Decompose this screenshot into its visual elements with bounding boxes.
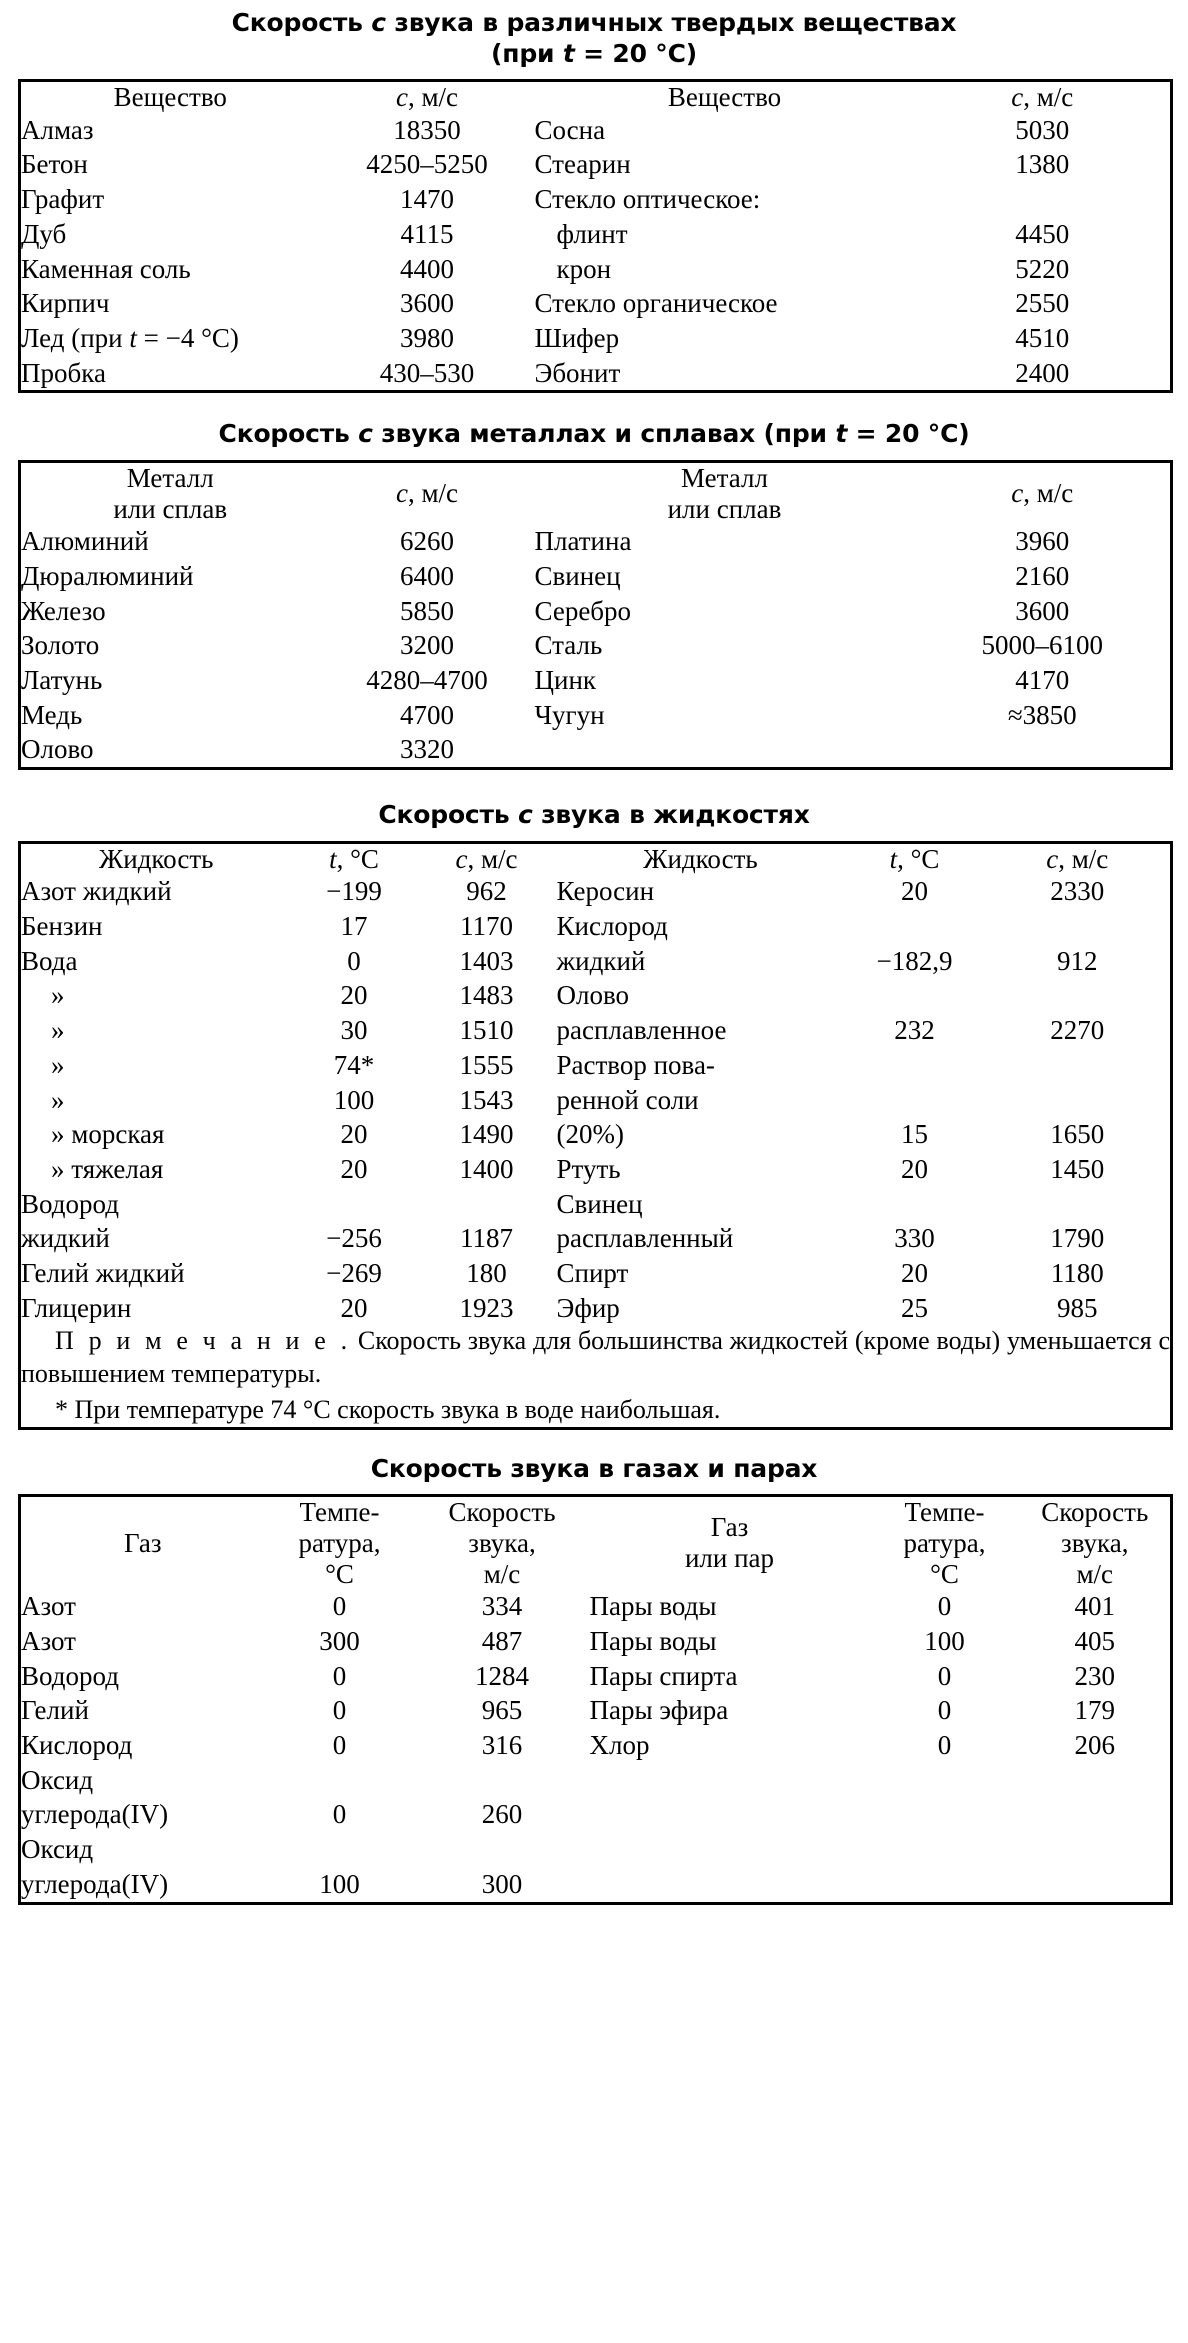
value-cell: 401 xyxy=(1074,1591,1115,1622)
list-item: Свинец xyxy=(556,1188,643,1219)
value-cell: 0 xyxy=(332,1660,347,1691)
list-item: Дюралюминий xyxy=(21,560,194,591)
gases-header-left-name: Газ xyxy=(123,1527,162,1558)
solids-left-names xyxy=(20,113,320,392)
list-item: Стеарин xyxy=(534,149,631,180)
gases-right-temp-l1: Темпе- xyxy=(904,1497,985,1528)
gases-right-names xyxy=(590,1589,870,1903)
value-cell: 0 xyxy=(937,1730,952,1761)
liquids-table xyxy=(18,841,1173,1430)
list-item: Кирпич xyxy=(21,288,110,319)
value-cell: 1483 xyxy=(459,980,514,1011)
list-item: Азот жидкий xyxy=(21,876,172,907)
list-item: Азот xyxy=(21,1626,76,1657)
metals-header-left-value xyxy=(320,461,535,524)
liquids-left-t-unit: , °C xyxy=(336,843,379,874)
gases-right-speed-l3: м/с xyxy=(1076,1558,1114,1589)
solids-left-c-symbol: c xyxy=(395,82,408,112)
list-item: » xyxy=(51,1015,65,1046)
list-item: Гелий xyxy=(21,1695,89,1726)
list-item: Сталь xyxy=(534,630,603,661)
list-item: Чугун xyxy=(534,699,605,730)
list-item: Кислород xyxy=(556,911,668,942)
liquids-title-symbol: c xyxy=(517,800,533,830)
value-cell: 962 xyxy=(466,876,507,907)
solids-right-names xyxy=(535,113,915,392)
liquids-right-temps xyxy=(845,874,985,1325)
value-cell: 1490 xyxy=(459,1119,514,1150)
list-item: Хлор xyxy=(589,1730,650,1761)
list-item: Каменная соль xyxy=(21,253,191,284)
value-cell: 0 xyxy=(332,1799,347,1830)
list-item: Латунь xyxy=(21,665,103,696)
solids-header-right-value xyxy=(915,81,1172,113)
value-cell: ≈3850 xyxy=(1007,699,1077,730)
value-cell: 0 xyxy=(332,1591,347,1622)
list-item: » тяжелая xyxy=(51,1153,164,1184)
value-cell: 6400 xyxy=(400,560,454,591)
gases-left-names xyxy=(20,1589,265,1903)
value-cell: 3200 xyxy=(400,630,454,661)
metals-left-names xyxy=(20,524,320,768)
liquids-left-names xyxy=(20,874,292,1325)
metals-right-hdr-l2: или сплав xyxy=(667,493,782,524)
list-item: Ртуть xyxy=(556,1153,621,1184)
list-item: жидкий xyxy=(556,945,646,976)
list-item: Серебро xyxy=(534,595,632,626)
gases-right-speed-l1: Скорость xyxy=(1041,1497,1149,1528)
list-item: расплавленный xyxy=(556,1223,734,1254)
value-cell: 4250–5250 xyxy=(366,149,488,180)
list-item: Платина xyxy=(534,526,632,557)
solids-cond-pre: (при xyxy=(491,38,563,68)
value-cell: 0 xyxy=(332,1695,347,1726)
list-item: Олово xyxy=(556,980,630,1011)
gases-left-temp-l2: ратура, xyxy=(298,1527,381,1558)
solids-title-block xyxy=(18,8,1170,69)
metals-header-row xyxy=(20,461,1172,524)
list-item: (20%) xyxy=(556,1119,624,1150)
value-cell: 17 xyxy=(340,911,368,942)
metals-title-mid: звука металлах и сплавах (при xyxy=(372,419,836,449)
list-item: ренной соли xyxy=(556,1084,699,1115)
liquids-header-left-temp xyxy=(292,842,417,874)
value-cell: 2270 xyxy=(1050,1015,1105,1046)
gases-right-name-l1: Газ xyxy=(710,1512,749,1543)
list-item: Кислород xyxy=(21,1730,133,1761)
metals-left-hdr-l2: или сплав xyxy=(113,493,228,524)
liquids-left-t-symbol: t xyxy=(329,843,337,874)
value-cell: 2550 xyxy=(1015,288,1070,319)
list-item: Бензин xyxy=(21,911,103,942)
list-item: Железо xyxy=(21,595,106,626)
note-text-1: Скорость звука для большинства жидкостей (кроме воды) уменьшается с повышением температуры. xyxy=(21,1326,1171,1389)
list-item: Азот xyxy=(21,1591,76,1622)
metals-table xyxy=(18,460,1173,770)
metals-right-c-symbol: c xyxy=(1011,478,1024,509)
list-item: углерода(IV) xyxy=(21,1868,169,1899)
value-cell: 20 xyxy=(340,980,368,1011)
value-cell: 1923 xyxy=(459,1292,514,1323)
list-item: Раствор пова- xyxy=(556,1049,715,1080)
metals-left-c-unit: , м/с xyxy=(407,478,459,509)
value-cell: 1790 xyxy=(1050,1223,1105,1254)
metals-title-pre: Скорость xyxy=(218,419,359,449)
solids-left-values xyxy=(320,113,535,392)
value-cell: 20 xyxy=(901,1153,928,1184)
value-cell: 4510 xyxy=(1015,322,1070,353)
value-cell: 5220 xyxy=(1015,253,1070,284)
list-item: Олово xyxy=(21,734,94,765)
liquids-header-right-name: Жидкость xyxy=(643,843,758,874)
gases-header-row xyxy=(20,1496,1172,1590)
liquids-title-block xyxy=(18,800,1170,831)
value-cell: 965 xyxy=(481,1695,523,1726)
solids-cond-symbol: t xyxy=(562,38,575,68)
list-item: расплавленное xyxy=(556,1015,727,1046)
list-item: Спирт xyxy=(556,1257,629,1288)
solids-left-c-unit: , м/с xyxy=(407,82,459,112)
solids-title-pre: Скорость xyxy=(231,8,372,37)
value-cell: 260 xyxy=(481,1799,523,1830)
gases-header-left-speed xyxy=(415,1496,590,1590)
liquids-title xyxy=(18,800,1170,831)
liquids-body-row xyxy=(20,874,1172,1325)
value-cell: 5850 xyxy=(400,595,454,626)
metals-right-hdr-l1: Металл xyxy=(681,462,768,493)
value-cell: 0 xyxy=(937,1695,952,1726)
metals-right-values xyxy=(915,524,1172,768)
list-item: Сосна xyxy=(534,114,606,145)
value-cell: 487 xyxy=(481,1626,523,1657)
liquids-header-row xyxy=(20,842,1172,874)
list-item: Шифер xyxy=(534,322,620,353)
value-cell: 330 xyxy=(894,1223,935,1254)
list-item: » xyxy=(51,1049,65,1080)
value-cell: 100 xyxy=(924,1626,965,1657)
metals-header-left-name xyxy=(20,461,320,524)
value-cell: 100 xyxy=(333,1084,375,1115)
value-cell: 912 xyxy=(1057,945,1098,976)
value-cell: 5000–6100 xyxy=(981,630,1103,661)
list-item: Эфир xyxy=(556,1292,620,1323)
list-item: крон xyxy=(556,253,612,284)
liquids-left-values xyxy=(417,874,557,1325)
value-cell: 20 xyxy=(340,1153,368,1184)
value-cell: 2400 xyxy=(1015,357,1070,388)
gases-table xyxy=(18,1494,1173,1904)
gases-left-speed-l3: м/с xyxy=(483,1558,521,1589)
list-item: Свинец xyxy=(534,560,621,591)
list-item: Стекло органическое xyxy=(534,288,778,319)
liquids-header-left-value xyxy=(417,842,557,874)
liquids-right-names xyxy=(557,874,845,1325)
solids-right-c-symbol: c xyxy=(1011,82,1024,112)
value-cell: 1543 xyxy=(459,1084,514,1115)
list-item: углерода(IV) xyxy=(21,1799,169,1830)
list-item: Пары воды xyxy=(589,1626,717,1657)
value-cell: 430–530 xyxy=(379,357,475,388)
list-item: флинт xyxy=(556,218,628,249)
gases-body-row xyxy=(20,1589,1172,1903)
value-cell: −182,9 xyxy=(876,945,953,976)
value-cell: 0 xyxy=(332,1730,347,1761)
list-item: Лед (при t = −4 °C) xyxy=(21,322,239,353)
value-cell: 4170 xyxy=(1015,665,1070,696)
metals-title-block xyxy=(18,419,1170,450)
value-cell: −269 xyxy=(326,1257,382,1288)
note-paragraph-2 xyxy=(21,1394,1170,1427)
liquids-left-temps xyxy=(292,874,417,1325)
value-cell: 4280–4700 xyxy=(366,665,488,696)
value-cell: 30 xyxy=(340,1015,368,1046)
solids-title-post: звука в различных твердых веществах xyxy=(385,8,957,37)
liquids-title-post: звука в жидкостях xyxy=(532,800,810,830)
value-cell: 1650 xyxy=(1050,1119,1105,1150)
italic-temperature-symbol: t xyxy=(129,322,137,353)
value-cell: 1510 xyxy=(459,1015,514,1046)
list-item: Дуб xyxy=(21,218,67,249)
value-cell: 3960 xyxy=(1015,526,1070,557)
gases-left-temp-l1: Темпе- xyxy=(299,1497,380,1528)
solids-header-right-name: Вещество xyxy=(667,82,782,112)
gases-header-right-name xyxy=(590,1496,870,1590)
liquids-header-right-value xyxy=(985,842,1172,874)
gases-right-name-l2: или пар xyxy=(684,1543,775,1574)
value-cell: 1284 xyxy=(475,1660,529,1691)
value-cell: 0 xyxy=(937,1660,952,1691)
value-cell: 20 xyxy=(901,1257,928,1288)
value-cell: 3600 xyxy=(400,288,454,319)
list-item: Водород xyxy=(21,1188,119,1219)
list-item: жидкий xyxy=(21,1223,110,1254)
metals-title xyxy=(18,419,1170,450)
gases-left-temps xyxy=(265,1589,415,1903)
value-cell: 300 xyxy=(319,1626,360,1657)
note-label: П р и м е ч а н и е . xyxy=(55,1326,352,1356)
list-item: Пары эфира xyxy=(589,1695,729,1726)
value-cell: 0 xyxy=(937,1591,952,1622)
list-item: » морская xyxy=(51,1119,165,1150)
gases-left-values xyxy=(415,1589,590,1903)
gases-right-speed-l2: звука, xyxy=(1061,1527,1129,1558)
metals-header-right-name xyxy=(535,461,915,524)
value-cell: 74* xyxy=(333,1049,375,1080)
list-item: Золото xyxy=(21,630,100,661)
value-cell: 1380 xyxy=(1015,149,1070,180)
gases-header-right-speed xyxy=(1020,1496,1172,1590)
liquids-title-pre: Скорость xyxy=(378,800,518,830)
value-cell: 1400 xyxy=(459,1153,514,1184)
gases-title: Скорость звука в газах и парах xyxy=(370,1453,818,1483)
list-item: Керосин xyxy=(556,876,655,907)
note-text-2: * При температуре 74 °C скорость звука в воде наибольшая. xyxy=(55,1394,721,1424)
gases-right-temp-l2: ратура, xyxy=(903,1527,986,1558)
metals-title-symbol-c: c xyxy=(358,419,373,449)
value-cell: 1180 xyxy=(1050,1257,1104,1288)
value-cell: 3600 xyxy=(1015,595,1070,626)
value-cell: 1470 xyxy=(400,184,454,215)
gases-left-speed-l2: звука, xyxy=(468,1527,536,1558)
gases-left-temp-l3: °C xyxy=(325,1558,354,1589)
metals-header-right-value xyxy=(915,461,1172,524)
solids-header-row xyxy=(20,81,1172,113)
value-cell: 4700 xyxy=(400,699,454,730)
metals-left-hdr-l1: Металл xyxy=(126,462,214,493)
value-cell: 1187 xyxy=(460,1223,513,1254)
value-cell: 985 xyxy=(1057,1292,1098,1323)
list-item: Алюминий xyxy=(21,526,149,557)
list-item: Цинк xyxy=(534,665,597,696)
solids-cond-post: = 20 °C) xyxy=(574,38,697,68)
list-item: Водород xyxy=(21,1660,119,1691)
solids-title-line1 xyxy=(18,8,1170,39)
metals-body-row xyxy=(20,524,1172,768)
liquids-right-t-symbol: t xyxy=(889,843,898,874)
liquids-header-left-name: Жидкость xyxy=(99,843,214,874)
list-item: Пробка xyxy=(21,357,106,388)
value-cell: 405 xyxy=(1074,1626,1115,1657)
value-cell: −199 xyxy=(326,876,382,907)
metals-title-symbol-t: t xyxy=(835,419,848,449)
solids-header-left-value xyxy=(320,81,535,113)
value-cell: 100 xyxy=(319,1868,360,1899)
list-item: Алмаз xyxy=(21,114,94,145)
value-cell: 3980 xyxy=(400,322,454,353)
list-item: Эбонит xyxy=(534,357,621,388)
value-cell: 0 xyxy=(347,945,361,976)
gases-header-right-temp xyxy=(870,1496,1020,1590)
value-cell: 15 xyxy=(901,1119,928,1150)
list-item: Оксид xyxy=(21,1764,94,1795)
list-item: Стекло оптическое: xyxy=(534,184,761,215)
list-item: Глицерин xyxy=(21,1292,132,1323)
value-cell: 18350 xyxy=(393,114,461,145)
gases-right-temps xyxy=(870,1589,1020,1903)
value-cell: 232 xyxy=(894,1015,935,1046)
list-item: Вода xyxy=(21,945,78,976)
list-item: Пары спирта xyxy=(589,1660,738,1691)
liquids-note xyxy=(20,1325,1172,1428)
value-cell: 1403 xyxy=(459,945,514,976)
solids-table xyxy=(18,79,1173,393)
value-cell: 180 xyxy=(466,1257,507,1288)
value-cell: 206 xyxy=(1074,1730,1115,1761)
solids-header-left-name: Вещество xyxy=(113,82,227,112)
metals-left-c-symbol: c xyxy=(395,478,408,509)
liquids-right-c-symbol: c xyxy=(1046,843,1059,874)
value-cell: 1555 xyxy=(459,1049,514,1080)
solids-right-values xyxy=(915,113,1172,392)
list-item: Оксид xyxy=(21,1834,94,1865)
value-cell: 5030 xyxy=(1015,114,1070,145)
solids-right-c-unit: , м/с xyxy=(1023,82,1074,112)
solids-title-line2 xyxy=(18,39,1170,70)
liquids-right-values xyxy=(985,874,1172,1325)
metals-left-values xyxy=(320,524,535,768)
gases-right-temp-l3: °C xyxy=(930,1558,959,1589)
value-cell: 20 xyxy=(340,1292,368,1323)
value-cell: 316 xyxy=(481,1730,523,1761)
list-item: Бетон xyxy=(21,149,88,180)
list-item: Медь xyxy=(21,699,83,730)
list-item: » xyxy=(51,980,65,1011)
value-cell: 1450 xyxy=(1050,1153,1105,1184)
value-cell: 334 xyxy=(481,1591,523,1622)
value-cell: 2160 xyxy=(1015,560,1070,591)
value-cell: 1170 xyxy=(460,911,513,942)
solids-title-symbol: c xyxy=(371,8,386,37)
value-cell: 4450 xyxy=(1015,218,1070,249)
value-cell: 6260 xyxy=(400,526,454,557)
list-item: » xyxy=(51,1084,65,1115)
value-cell: 20 xyxy=(340,1119,368,1150)
list-item: Гелий жидкий xyxy=(21,1257,185,1288)
value-cell: 230 xyxy=(1074,1660,1115,1691)
value-cell: 300 xyxy=(481,1868,523,1899)
note-paragraph-1 xyxy=(21,1325,1170,1391)
liquids-right-t-unit: , °C xyxy=(897,843,940,874)
list-item: Графит xyxy=(21,184,105,215)
value-cell: 25 xyxy=(901,1292,928,1323)
liquids-left-c-symbol: c xyxy=(455,843,468,874)
value-cell: 179 xyxy=(1074,1695,1115,1726)
gases-right-values xyxy=(1020,1589,1172,1903)
list-item: Пары воды xyxy=(589,1591,717,1622)
value-cell: 2330 xyxy=(1050,876,1105,907)
liquids-left-c-unit: , м/с xyxy=(467,843,518,874)
solids-body-row xyxy=(20,113,1172,392)
liquids-right-c-unit: , м/с xyxy=(1058,843,1109,874)
liquids-note-row xyxy=(20,1325,1172,1428)
gases-header-left-temp xyxy=(265,1496,415,1590)
liquids-header-right-temp xyxy=(845,842,985,874)
metals-right-names xyxy=(535,524,915,768)
gases-left-speed-l1: Скорость xyxy=(448,1497,556,1528)
value-cell: 4115 xyxy=(400,218,454,249)
value-cell: 3320 xyxy=(400,734,454,765)
value-cell: −256 xyxy=(326,1223,382,1254)
value-cell: 20 xyxy=(901,876,928,907)
metals-right-c-unit: , м/с xyxy=(1023,478,1074,509)
value-cell: 4400 xyxy=(400,253,454,284)
gases-title-block xyxy=(18,1454,1170,1485)
metals-title-post: = 20 °C) xyxy=(847,419,970,449)
